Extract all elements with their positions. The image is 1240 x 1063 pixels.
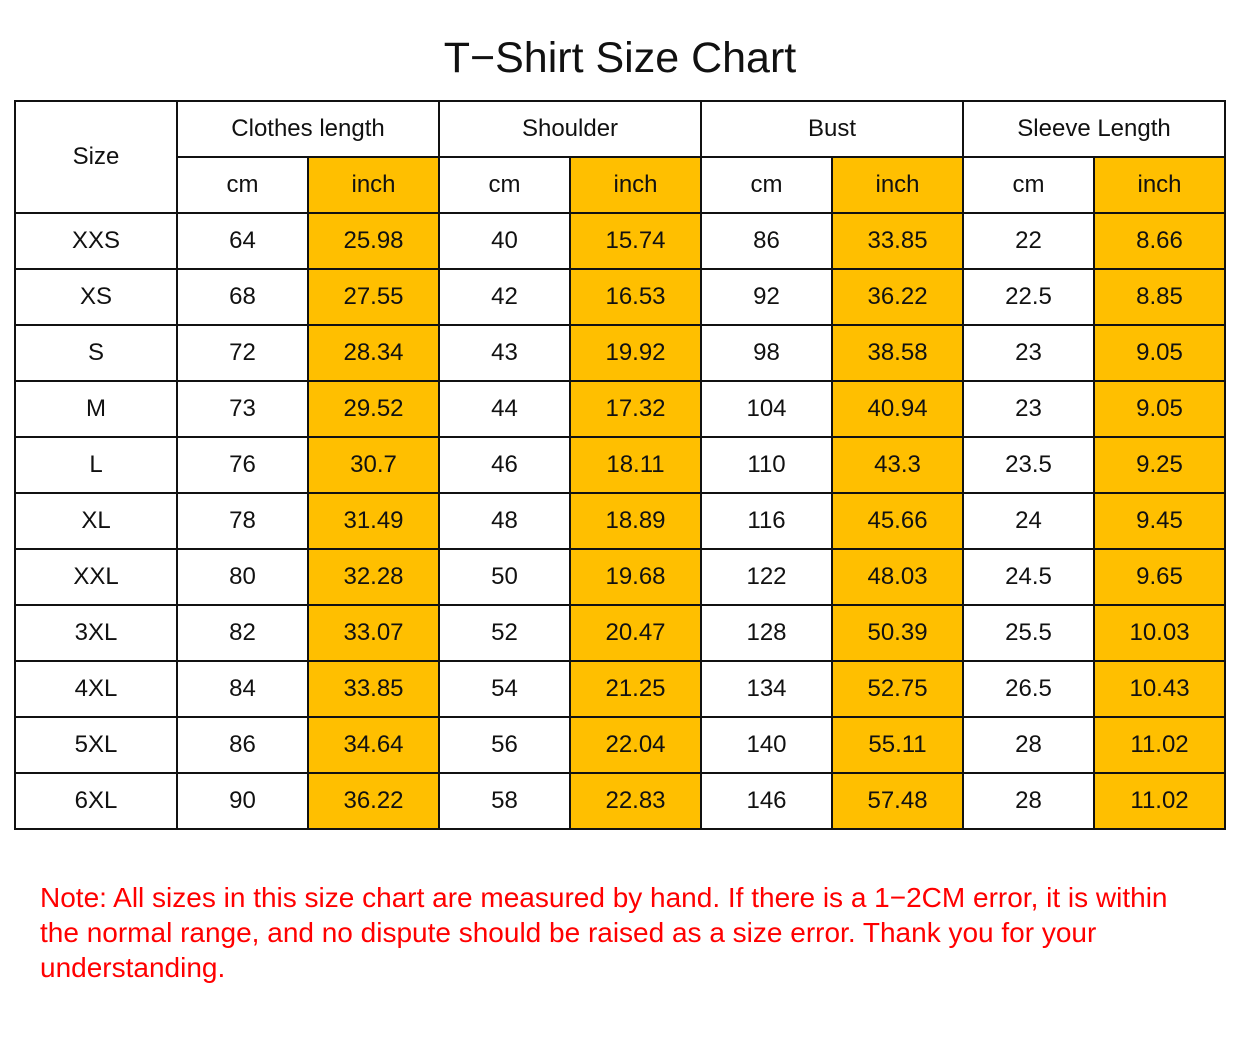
inch-value-cell: 29.52 bbox=[308, 381, 439, 437]
table-row bbox=[15, 269, 1225, 325]
table-row bbox=[15, 717, 1225, 773]
cm-value-cell: 52 bbox=[439, 605, 570, 661]
table-row bbox=[15, 381, 1225, 437]
inch-value-cell: 50.39 bbox=[832, 605, 963, 661]
size-chart-table bbox=[14, 100, 1226, 830]
cm-value-cell: 24.5 bbox=[963, 549, 1094, 605]
unit-header-inch: inch bbox=[570, 157, 701, 213]
inch-value-cell: 18.89 bbox=[570, 493, 701, 549]
size-label-cell: L bbox=[15, 437, 177, 493]
cm-value-cell: 23 bbox=[963, 325, 1094, 381]
inch-value-cell: 15.74 bbox=[570, 213, 701, 269]
group-header-row bbox=[15, 101, 1225, 157]
inch-value-cell: 45.66 bbox=[832, 493, 963, 549]
inch-value-cell: 31.49 bbox=[308, 493, 439, 549]
inch-value-cell: 9.65 bbox=[1094, 549, 1225, 605]
cm-value-cell: 134 bbox=[701, 661, 832, 717]
size-label-cell: XL bbox=[15, 493, 177, 549]
cm-value-cell: 24 bbox=[963, 493, 1094, 549]
cm-value-cell: 23.5 bbox=[963, 437, 1094, 493]
cm-value-cell: 82 bbox=[177, 605, 308, 661]
inch-value-cell: 27.55 bbox=[308, 269, 439, 325]
cm-value-cell: 50 bbox=[439, 549, 570, 605]
group-header-sleeve-length: Sleeve Length bbox=[963, 101, 1225, 157]
cm-value-cell: 92 bbox=[701, 269, 832, 325]
inch-value-cell: 19.68 bbox=[570, 549, 701, 605]
inch-value-cell: 16.53 bbox=[570, 269, 701, 325]
cm-value-cell: 146 bbox=[701, 773, 832, 829]
inch-value-cell: 33.85 bbox=[308, 661, 439, 717]
cm-value-cell: 78 bbox=[177, 493, 308, 549]
inch-value-cell: 33.85 bbox=[832, 213, 963, 269]
inch-value-cell: 21.25 bbox=[570, 661, 701, 717]
inch-value-cell: 9.45 bbox=[1094, 493, 1225, 549]
inch-value-cell: 19.92 bbox=[570, 325, 701, 381]
unit-header-inch: inch bbox=[308, 157, 439, 213]
inch-value-cell: 32.28 bbox=[308, 549, 439, 605]
inch-value-cell: 22.83 bbox=[570, 773, 701, 829]
inch-value-cell: 36.22 bbox=[832, 269, 963, 325]
cm-value-cell: 76 bbox=[177, 437, 308, 493]
cm-value-cell: 46 bbox=[439, 437, 570, 493]
cm-value-cell: 23 bbox=[963, 381, 1094, 437]
cm-value-cell: 122 bbox=[701, 549, 832, 605]
inch-value-cell: 22.04 bbox=[570, 717, 701, 773]
unit-header-cm: cm bbox=[963, 157, 1094, 213]
table-row bbox=[15, 773, 1225, 829]
table-row bbox=[15, 661, 1225, 717]
size-label-cell: 3XL bbox=[15, 605, 177, 661]
size-label-cell: 4XL bbox=[15, 661, 177, 717]
size-label-cell: XXL bbox=[15, 549, 177, 605]
size-label-cell: S bbox=[15, 325, 177, 381]
cm-value-cell: 110 bbox=[701, 437, 832, 493]
cm-value-cell: 22 bbox=[963, 213, 1094, 269]
inch-value-cell: 9.05 bbox=[1094, 381, 1225, 437]
cm-value-cell: 58 bbox=[439, 773, 570, 829]
table-row bbox=[15, 213, 1225, 269]
cm-value-cell: 54 bbox=[439, 661, 570, 717]
cm-value-cell: 104 bbox=[701, 381, 832, 437]
cm-value-cell: 73 bbox=[177, 381, 308, 437]
inch-value-cell: 43.3 bbox=[832, 437, 963, 493]
cm-value-cell: 72 bbox=[177, 325, 308, 381]
cm-value-cell: 64 bbox=[177, 213, 308, 269]
cm-value-cell: 90 bbox=[177, 773, 308, 829]
inch-value-cell: 10.43 bbox=[1094, 661, 1225, 717]
cm-value-cell: 116 bbox=[701, 493, 832, 549]
cm-value-cell: 22.5 bbox=[963, 269, 1094, 325]
measurement-note: Note: All sizes in this size chart are measured by hand. If there is a 1−2CM error, it is within the normal range, and no dispute should be raised as a size error. Thank you for your understanding. bbox=[40, 882, 1168, 983]
cm-value-cell: 43 bbox=[439, 325, 570, 381]
inch-value-cell: 57.48 bbox=[832, 773, 963, 829]
cm-value-cell: 80 bbox=[177, 549, 308, 605]
unit-header-row bbox=[15, 157, 1225, 213]
cm-value-cell: 140 bbox=[701, 717, 832, 773]
cm-value-cell: 28 bbox=[963, 773, 1094, 829]
inch-value-cell: 8.66 bbox=[1094, 213, 1225, 269]
cm-value-cell: 84 bbox=[177, 661, 308, 717]
cm-value-cell: 26.5 bbox=[963, 661, 1094, 717]
group-header-shoulder: Shoulder bbox=[439, 101, 701, 157]
inch-value-cell: 18.11 bbox=[570, 437, 701, 493]
inch-value-cell: 38.58 bbox=[832, 325, 963, 381]
inch-value-cell: 11.02 bbox=[1094, 773, 1225, 829]
cm-value-cell: 98 bbox=[701, 325, 832, 381]
inch-value-cell: 34.64 bbox=[308, 717, 439, 773]
inch-value-cell: 8.85 bbox=[1094, 269, 1225, 325]
cm-value-cell: 128 bbox=[701, 605, 832, 661]
inch-value-cell: 17.32 bbox=[570, 381, 701, 437]
inch-value-cell: 52.75 bbox=[832, 661, 963, 717]
inch-value-cell: 40.94 bbox=[832, 381, 963, 437]
inch-value-cell: 36.22 bbox=[308, 773, 439, 829]
size-label-cell: 6XL bbox=[15, 773, 177, 829]
table-row bbox=[15, 549, 1225, 605]
inch-value-cell: 28.34 bbox=[308, 325, 439, 381]
unit-header-inch: inch bbox=[832, 157, 963, 213]
page-title: T−Shirt Size Chart bbox=[443, 34, 797, 82]
size-label-cell: M bbox=[15, 381, 177, 437]
table-row bbox=[15, 437, 1225, 493]
unit-header-inch: inch bbox=[1094, 157, 1225, 213]
inch-value-cell: 33.07 bbox=[308, 605, 439, 661]
cm-value-cell: 56 bbox=[439, 717, 570, 773]
inch-value-cell: 25.98 bbox=[308, 213, 439, 269]
cm-value-cell: 44 bbox=[439, 381, 570, 437]
inch-value-cell: 48.03 bbox=[832, 549, 963, 605]
size-label-cell: XS bbox=[15, 269, 177, 325]
inch-value-cell: 9.05 bbox=[1094, 325, 1225, 381]
size-label-cell: 5XL bbox=[15, 717, 177, 773]
size-header: Size bbox=[15, 101, 177, 213]
table-row bbox=[15, 325, 1225, 381]
inch-value-cell: 9.25 bbox=[1094, 437, 1225, 493]
cm-value-cell: 42 bbox=[439, 269, 570, 325]
unit-header-cm: cm bbox=[701, 157, 832, 213]
inch-value-cell: 55.11 bbox=[832, 717, 963, 773]
inch-value-cell: 10.03 bbox=[1094, 605, 1225, 661]
cm-value-cell: 40 bbox=[439, 213, 570, 269]
inch-value-cell: 11.02 bbox=[1094, 717, 1225, 773]
unit-header-cm: cm bbox=[177, 157, 308, 213]
cm-value-cell: 28 bbox=[963, 717, 1094, 773]
table-row bbox=[15, 493, 1225, 549]
cm-value-cell: 68 bbox=[177, 269, 308, 325]
cm-value-cell: 25.5 bbox=[963, 605, 1094, 661]
cm-value-cell: 86 bbox=[177, 717, 308, 773]
group-header-clothes-length: Clothes length bbox=[177, 101, 439, 157]
table-row bbox=[15, 605, 1225, 661]
cm-value-cell: 86 bbox=[701, 213, 832, 269]
cm-value-cell: 48 bbox=[439, 493, 570, 549]
unit-header-cm: cm bbox=[439, 157, 570, 213]
size-label-cell: XXS bbox=[15, 213, 177, 269]
inch-value-cell: 30.7 bbox=[308, 437, 439, 493]
group-header-bust: Bust bbox=[701, 101, 963, 157]
inch-value-cell: 20.47 bbox=[570, 605, 701, 661]
